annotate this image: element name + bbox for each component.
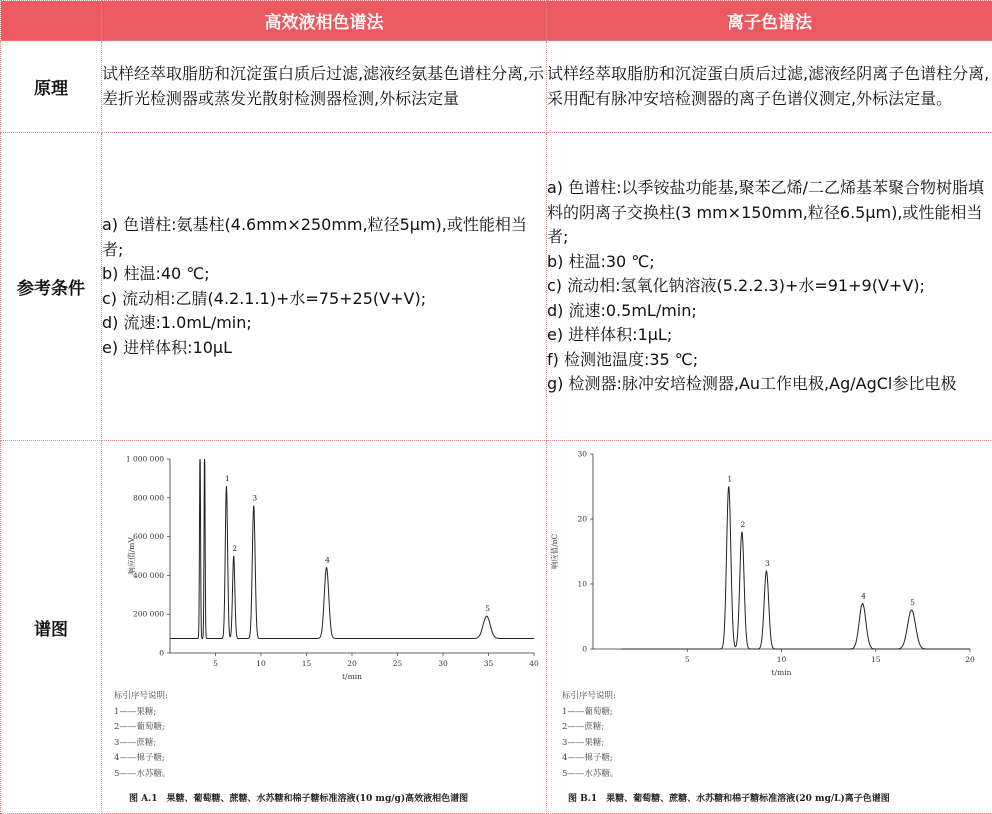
conditions-ic-line: g) 检测器:脉冲安培检测器,Au工作电极,Ag/AgCl参比电极 xyxy=(547,372,992,397)
legend-item: 4——棉子糖; xyxy=(114,751,170,767)
conditions-ic-line: c) 流动相:氢氧化钠溶液(5.2.2.3)+水=91+9(V+V); xyxy=(547,274,992,299)
y-tick-label: 0 xyxy=(582,645,587,654)
x-tick-label: 40 xyxy=(529,659,539,668)
row-label-conditions: 参考条件 xyxy=(1,133,102,441)
x-tick-label: 25 xyxy=(393,659,403,668)
peak-label: 3 xyxy=(252,494,257,503)
chromatogram-trace xyxy=(621,487,970,650)
legend-item: 4——棉子糖; xyxy=(562,751,618,767)
ic-legend xyxy=(562,689,618,782)
y-tick-label: 10 xyxy=(577,580,587,589)
x-tick-label: 5 xyxy=(685,655,690,664)
chromatogram-trace xyxy=(170,459,534,638)
header-corner xyxy=(1,1,102,41)
header-ic: 离子色谱法 xyxy=(547,1,992,41)
peak-label: 4 xyxy=(325,556,330,565)
peak-label: 1 xyxy=(727,475,732,484)
x-tick-label: 10 xyxy=(777,655,787,664)
legend-title: 标引序号说明: xyxy=(562,689,618,705)
y-tick-label: 600 000 xyxy=(133,532,164,541)
principle-ic: 试样经萃取脂肪和沉淀蛋白质后过滤,滤液经阴离子色谱柱分离,采用配有脉冲安培检测器的离子色谱仪测定,外标法定量。 xyxy=(547,41,992,133)
conditions-ic-line: e) 进样体积:1μL; xyxy=(547,323,992,348)
conditions-hplc-line: a) 色谱柱:氨基柱(4.6mm×250mm,粒径5μm),或性能相当者; xyxy=(102,213,546,262)
y-tick-label: 400 000 xyxy=(133,571,164,580)
legend-item: 1——果糖; xyxy=(114,705,170,721)
x-axis-label: t/min xyxy=(772,668,792,677)
conditions-ic-line: f) 检测池温度:35 ℃; xyxy=(547,348,992,373)
y-axis-label: 响应值/nC xyxy=(549,533,559,569)
peak-label: 3 xyxy=(765,559,770,568)
y-tick-label: 20 xyxy=(577,515,587,524)
x-tick-label: 35 xyxy=(484,659,494,668)
y-tick-label: 30 xyxy=(577,450,587,459)
conditions-hplc-line: e) 进样体积:10μL xyxy=(102,336,546,361)
conditions-ic xyxy=(547,133,992,441)
peak-label: 5 xyxy=(910,598,915,607)
peak-label: 4 xyxy=(861,592,866,601)
legend-item: 5——水苏糖。 xyxy=(114,767,170,783)
x-axis-label: t/min xyxy=(342,672,362,681)
peak-label: 2 xyxy=(232,544,237,553)
y-tick-label: 200 000 xyxy=(133,610,164,619)
y-axis-label: 响应值/mV xyxy=(126,537,136,575)
x-tick-label: 10 xyxy=(256,659,266,668)
legend-item: 3——蔗糖; xyxy=(114,736,170,752)
conditions-ic-line: b) 柱温:30 ℃; xyxy=(547,250,992,275)
hplc-chromatogram-cell xyxy=(102,441,547,814)
row-label-spectrum: 谱图 xyxy=(1,441,102,814)
x-tick-label: 5 xyxy=(213,659,218,668)
hplc-figure-caption: 图 A.1 果糖、葡萄糖、蔗糖、水苏糖和棉子糖标准溶液(10 mg/g)高效液相色谱图 xyxy=(129,791,468,804)
legend-item: 2——葡萄糖; xyxy=(114,720,170,736)
legend-item: 1——葡萄糖; xyxy=(562,705,618,721)
legend-title: 标引序号说明: xyxy=(114,689,170,705)
ic-figure-caption: 图 B.1 果糖、葡萄糖、蔗糖、水苏糖和棉子糖标准溶液(20 mg/L)离子色谱图 xyxy=(568,791,890,804)
y-tick-label: 1 000 000 xyxy=(126,455,164,464)
conditions-hplc-line: c) 流动相:乙腈(4.2.1.1)+水=75+25(V+V); xyxy=(102,287,546,312)
legend-item: 2——蔗糖; xyxy=(562,720,618,736)
peak-label: 2 xyxy=(741,520,746,529)
row-label-principle: 原理 xyxy=(1,41,102,133)
y-tick-label: 0 xyxy=(159,649,164,658)
hplc-legend xyxy=(114,689,170,782)
x-tick-label: 30 xyxy=(438,659,448,668)
legend-item: 5——水苏糖。 xyxy=(562,767,618,783)
ic-chromatogram-cell xyxy=(547,441,992,814)
header-hplc: 高效液相色谱法 xyxy=(102,1,547,41)
y-tick-label: 800 000 xyxy=(133,493,164,502)
principle-hplc: 试样经萃取脂肪和沉淀蛋白质后过滤,滤液经氨基色谱柱分离,示差折光检测器或蒸发光散射检测器检测,外标法定量 xyxy=(102,41,547,133)
legend-item: 3——果糖; xyxy=(562,736,618,752)
x-tick-label: 20 xyxy=(347,659,357,668)
peak-label: 5 xyxy=(485,604,490,613)
x-tick-label: 20 xyxy=(965,655,975,664)
conditions-hplc xyxy=(102,133,547,441)
conditions-hplc-line: b) 柱温:40 ℃; xyxy=(102,262,546,287)
conditions-ic-line: d) 流速:0.5mL/min; xyxy=(547,299,992,324)
peak-label: 1 xyxy=(225,474,230,483)
conditions-ic-line: a) 色谱柱:以季铵盐功能基,聚苯乙烯/二乙烯基苯聚合物树脂填料的阴离子交换柱(3 mm×150mm,粒径6.5μm),或性能相当者; xyxy=(547,176,992,250)
x-tick-label: 15 xyxy=(871,655,881,664)
x-tick-label: 15 xyxy=(302,659,312,668)
conditions-hplc-line: d) 流速:1.0mL/min; xyxy=(102,311,546,336)
